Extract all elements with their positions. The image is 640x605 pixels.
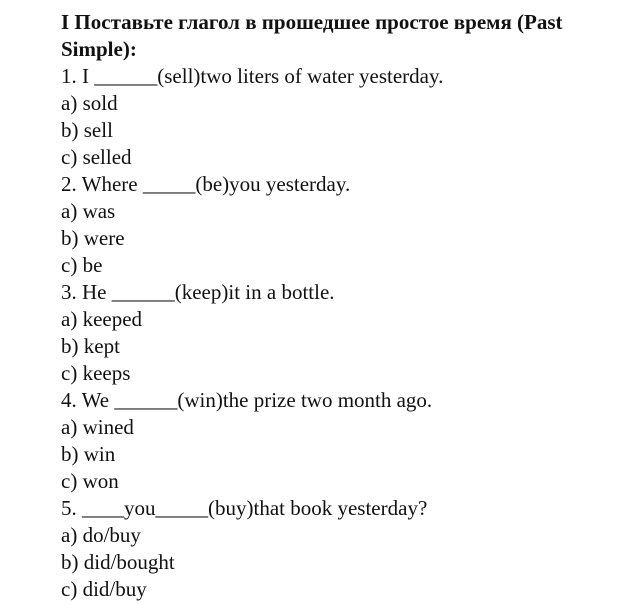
option-b: b) win: [61, 442, 116, 466]
option-a: a) wined: [61, 415, 134, 439]
option-a: a) sold: [61, 91, 118, 115]
option-c: c) did/buy: [61, 577, 147, 601]
question-1: [61, 63, 631, 171]
question-prompt: 5. ____you_____(buy)that book yesterday?: [61, 496, 428, 520]
cut-off-text-fragment: [61, 597, 101, 605]
question-prompt: 3. He ______(keep)it in a bottle.: [61, 280, 335, 304]
option-b: b) kept: [61, 334, 120, 358]
question-2: [61, 171, 631, 279]
question-4: [61, 387, 631, 495]
option-c: c) keeps: [61, 361, 131, 385]
question-prompt: 2. Where _____(be)you yesterday.: [61, 172, 351, 196]
option-a: a) do/buy: [61, 523, 141, 547]
option-c: c) selled: [61, 145, 132, 169]
option-b: b) sell: [61, 118, 113, 142]
option-b: b) were: [61, 226, 125, 250]
question-prompt: 1. I ______(sell)two liters of water yesterday.: [61, 64, 444, 88]
worksheet: [61, 9, 631, 603]
worksheet-title: I Поставьте глагол в прошедшее простое время (Past Simple):: [61, 10, 563, 61]
option-a: a) keeped: [61, 307, 143, 331]
option-b: b) did/bought: [61, 550, 175, 574]
option-c: c) be: [61, 253, 103, 277]
question-3: [61, 279, 631, 387]
option-c: c) won: [61, 469, 119, 493]
option-a: a) was: [61, 199, 116, 223]
question-5: [61, 495, 631, 603]
question-prompt: 4. We ______(win)the prize two month ago.: [61, 388, 433, 412]
